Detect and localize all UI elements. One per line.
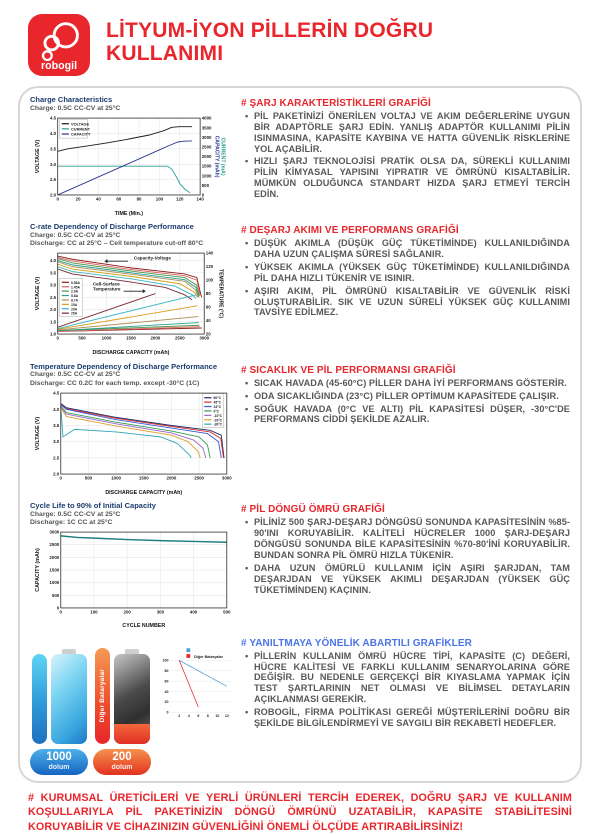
svg-text:8.7A: 8.7A [71, 298, 79, 303]
cycles-badge-200 [93, 749, 151, 775]
svg-text:6: 6 [197, 713, 200, 718]
svg-text:60: 60 [164, 679, 169, 684]
svg-text:3.5: 3.5 [53, 422, 60, 428]
bullet-item: • HIZLI ŞARJ TEKNOLOJİSİ PRATİK OLSA DA, SÜREKLİ KULLANIMI PİLİN KİMYASAL YAPISINI YIPRATIR VE ÖMRÜNÜ KISALTABİLİR. MÜMKÜN OLDUĞUNCA STANDART HIZDA ŞARJ ETMEYİ TERCİH EDİN. [254, 156, 570, 199]
section-heading: # PİL DÖNGÜ ÖMRÜ GRAFİĞİ [241, 504, 385, 516]
svg-text:500: 500 [223, 609, 231, 615]
svg-text:DISCHARGE CAPACITY (mAh): DISCHARGE CAPACITY (mAh) [92, 350, 170, 356]
svg-text:2000: 2000 [166, 475, 177, 481]
bullet-item: • DÜŞÜK AKIMLA (DÜŞÜK GÜÇ TÜKETİMİNDE) KULLANILDIĞINDA DAHA UZUN ÇALIŞMA SÜRESİ SAĞLANIR. [254, 238, 570, 260]
svg-text:2.0: 2.0 [50, 307, 57, 313]
svg-text:4.0: 4.0 [53, 406, 60, 412]
svg-text:DISCHARGE CAPACITY (mAh): DISCHARGE CAPACITY (mAh) [105, 489, 183, 496]
svg-text:25A: 25A [71, 311, 78, 316]
svg-text:CURRENT (mA): CURRENT (mA) [219, 137, 226, 176]
svg-text:500: 500 [78, 335, 86, 341]
battery-cap [62, 649, 76, 654]
full-battery-icon [51, 649, 87, 744]
chart-charge-characteristics [30, 96, 235, 221]
svg-text:CAPACITY (mAh): CAPACITY (mAh) [213, 135, 220, 178]
svg-text:4.0: 4.0 [50, 130, 57, 136]
svg-text:100: 100 [155, 196, 164, 202]
section-heading: # SICAKLIK VE PİL PERFORMANSI GRAFİĞİ [241, 364, 456, 376]
svg-text:10: 10 [215, 713, 220, 718]
svg-text:2000: 2000 [49, 555, 60, 561]
svg-text:2500: 2500 [174, 335, 185, 341]
section-dongu-omru [241, 502, 572, 633]
svg-text:140: 140 [205, 250, 214, 256]
svg-text:15A: 15A [71, 303, 78, 308]
row-cycle-life [30, 502, 572, 633]
svg-text:0: 0 [56, 196, 59, 202]
svg-text:40: 40 [164, 689, 169, 694]
svg-text:CURRENT: CURRENT [71, 126, 90, 132]
svg-text:4.0: 4.0 [50, 258, 57, 264]
cycles-value: 200 [112, 751, 132, 764]
bullet-item: • AŞIRI AKIM, PİL ÖMRÜNÜ KISALTABİLİR VE GÜVENLİK RİSKİ OLUŞTURABİLİR. SIK VE UZUN SÜRELİ YÜKSEK GÜÇ KULLANIMI TAVSİYE EDİLMEZ. [254, 286, 570, 319]
svg-text:2: 2 [178, 713, 181, 718]
svg-text:12: 12 [224, 713, 229, 718]
svg-text:2500: 2500 [49, 542, 60, 548]
cycles-value: 1000 [46, 751, 72, 764]
svg-text:2.0: 2.0 [53, 471, 60, 477]
svg-text:3.5: 3.5 [50, 146, 57, 152]
chart-subtitle: Charge: 0.5C CC-CV at 25°C [30, 510, 121, 518]
svg-text:2000: 2000 [201, 153, 212, 159]
chart-subtitle: Charge: 0.5C CC-CV at 25°C [30, 104, 121, 112]
row-temperature [30, 363, 572, 501]
other-battery-group [93, 646, 151, 775]
svg-text:80: 80 [205, 291, 211, 297]
bullet-item: • PİLİNİZ 500 ŞARJ-DEŞARJ DÖNGÜSÜ SONUNDA KAPASİTESİNİN %85-90'INI KORUYABİLİR. KALİTELİ HÜCRELER 1000 ŞARJ-DEŞARJ DÖNGÜSÜ SONUNDA BİLE KAPASİTESİNİN %70-80'İNİ KORUYABİLİR. BUNDAN SONRA PİL ÖMRÜ HIZLA TÜKENİR. [254, 517, 570, 560]
chart-cycle-comparison-plot [158, 647, 235, 727]
bullet-item: • YÜKSEK AKIMLA (YÜKSEK GÜÇ TÜKETİMİNDE) KULLANILDIĞINDA PİL DAHA HIZLI TÜKENİR VE ISINIR. [254, 262, 570, 284]
chart-title: C-rate Dependency of Discharge Performance [30, 222, 194, 232]
section-sarj-karakteristikleri [241, 96, 572, 221]
other-batteries-label: Diğer Bataryalar [98, 669, 106, 723]
battery-comparison-illustration [30, 636, 235, 775]
svg-text:100: 100 [162, 658, 169, 663]
robogil-logo-icon [28, 14, 90, 76]
svg-text:40: 40 [205, 318, 211, 324]
svg-text:300: 300 [156, 609, 165, 615]
svg-text:500: 500 [51, 593, 60, 599]
page-title-line2: KULLANIMI [106, 41, 224, 65]
svg-text:VOLTAGE (V): VOLTAGE (V) [35, 416, 42, 451]
svg-text:3.0: 3.0 [50, 161, 57, 167]
svg-text:3.0: 3.0 [50, 282, 57, 288]
svg-text:1500: 1500 [138, 475, 149, 481]
battery-cap [125, 649, 139, 654]
chart-title: Temperature Dependency of Discharge Performance [30, 361, 218, 371]
svg-text:Temperature: Temperature [92, 286, 121, 292]
chart-subtitle: Discharge: CC at 25°C – Cell temperature cut-off 80°C [30, 240, 204, 248]
svg-text:3000: 3000 [199, 335, 210, 341]
svg-text:0.58A: 0.58A [71, 281, 81, 286]
svg-text:1.0: 1.0 [50, 331, 57, 337]
svg-text:5.8A: 5.8A [71, 294, 79, 299]
chart-subtitle: Charge: 0.5C CC-CV at 25°C [30, 231, 121, 239]
svg-text:0: 0 [59, 609, 62, 615]
svg-text:3000: 3000 [49, 529, 60, 535]
robogil-battery-group [30, 646, 88, 775]
chart-subtitle: Discharge: CC 0.2C for each temp. except -30°C (1C) [30, 379, 200, 387]
chart-temperature-plot [30, 389, 235, 501]
svg-text:-30°C: -30°C [213, 422, 223, 427]
svg-text:200: 200 [123, 609, 131, 615]
svg-text:2.0: 2.0 [50, 192, 57, 198]
logo-text: robogil [40, 60, 78, 73]
chart-crate-plot [30, 249, 235, 361]
content-card [18, 86, 582, 783]
section-heading: # DEŞARJ AKIMI VE PERFORMANS GRAFİĞİ [241, 225, 459, 237]
svg-text:1.45A: 1.45A [71, 285, 81, 290]
svg-text:CYCLE NUMBER: CYCLE NUMBER [122, 623, 166, 629]
chart-cycle-life [30, 502, 235, 633]
svg-text:1.5: 1.5 [50, 319, 57, 325]
svg-text:23°C: 23°C [213, 404, 222, 409]
red-capsule-bar [95, 648, 110, 744]
cycles-badge-1000 [30, 749, 88, 775]
chart-cycle-plot [30, 528, 235, 633]
svg-text:2000: 2000 [150, 335, 161, 341]
row-battery-compare [30, 636, 572, 775]
svg-text:TIME (Min.): TIME (Min.) [114, 210, 144, 217]
svg-text:3000: 3000 [221, 475, 232, 481]
footer-note: # KURUMSAL ÜRETİCİLERİ VE YERLİ ÜRÜNLERİ TERCİH EDEREK, DOĞRU ŞARJ VE KULLANIM KOŞULLARIYLA PİL PAKETİNİZİN DÖNGÜ ÖMRÜNÜ UZATABİLİR, KAPASİTE STABİLİTESİNİ KORUYABİLİR VE CİHAZINIZIN GÜVENLİĞİNİ ÖNEMLİ ÖLÇÜDE ARTIRABİLİRSİNİZ! [28, 791, 572, 833]
svg-text:1500: 1500 [126, 335, 136, 341]
svg-text:-10°C: -10°C [213, 413, 223, 418]
svg-text:1000: 1000 [101, 335, 112, 341]
cycles-unit: dolum [48, 763, 70, 771]
bullet-item: • PİL PAKETİNİZİ ÖNERİLEN VOLTAJ VE AKIM DEĞERLERİNE UYGUN BİR ADAPTÖRLE ŞARJ EDİN. YANLIŞ ADAPTÖR KULLANIMI PİLİN ISINMASINA, KAPASİTE KAYBINA VE HATTA GÜVENLİK RİSKLERİNE YOL AÇABİLİR. [254, 111, 570, 154]
chart-crate-dependency [30, 223, 235, 361]
svg-text:2.5: 2.5 [50, 295, 57, 301]
blue-capsule-bar [32, 654, 47, 744]
svg-text:120: 120 [205, 264, 214, 270]
svg-text:80: 80 [164, 668, 169, 673]
chart-subtitle: Charge: 0.5C CC-CV at 25°C [30, 371, 121, 379]
row-crate [30, 223, 572, 361]
svg-text:2.5: 2.5 [50, 176, 57, 182]
svg-text:2.5: 2.5 [53, 455, 60, 461]
bullet-item: • SICAK HAVADA (45-60°C) PİLLER DAHA İYİ PERFORMANS GÖSTERİR. [254, 378, 570, 389]
section-heading: # YANILTMAYA YÖNELİK ABARTILI GRAFİKLER [241, 637, 472, 649]
svg-text:3.5: 3.5 [50, 270, 57, 276]
robogil-logo [28, 14, 90, 76]
svg-text:1500: 1500 [49, 567, 60, 573]
page-title [106, 20, 433, 65]
svg-text:1000: 1000 [201, 173, 212, 179]
svg-text:500: 500 [84, 475, 93, 481]
svg-text:VOLTAGE: VOLTAGE [71, 121, 90, 127]
svg-text:60: 60 [205, 304, 211, 310]
svg-text:TEMPERATURE (°C): TEMPERATURE (°C) [217, 269, 224, 319]
svg-text:400: 400 [189, 609, 198, 615]
svg-text:3.0: 3.0 [53, 438, 60, 444]
svg-text:60°C: 60°C [213, 395, 222, 400]
bullet-item: • SOĞUK HAVADA (0°C VE ALTI) PİL KAPASİTESİ DÜŞER, -30°C'DE PERFORMANS CİDDİ ŞEKİLDE AZALIR. [254, 404, 570, 426]
row-charge [30, 96, 572, 221]
chart-title: Charge Characteristics [30, 95, 113, 104]
chart-charge-plot [30, 114, 235, 222]
svg-text:2500: 2500 [194, 475, 205, 481]
svg-text:45°C: 45°C [213, 400, 222, 405]
header [0, 0, 600, 82]
svg-text:VOLTAGE (V): VOLTAGE (V) [35, 139, 42, 174]
svg-text:4: 4 [187, 713, 190, 718]
svg-text:120: 120 [176, 196, 184, 202]
svg-text:0: 0 [166, 710, 169, 715]
section-sicaklik-performans [241, 363, 572, 501]
svg-text:Capacity-Voltage: Capacity-Voltage [133, 255, 171, 261]
svg-text:100: 100 [205, 277, 214, 283]
bullet-item: • ROBOGİL, FİRMA POLİTİKASI GEREĞİ MÜŞTERİLERİNİ DOĞRU BİR ŞEKİLDE BİLGİLENDİRMEYİ VE SAYGILI BİR REKABETİ HEDEFLER. [254, 707, 570, 729]
svg-text:-20°C: -20°C [213, 418, 223, 423]
svg-text:0: 0 [56, 335, 59, 341]
svg-text:500: 500 [201, 182, 210, 188]
svg-text:VOLTAGE (V): VOLTAGE (V) [35, 277, 42, 311]
svg-text:3000: 3000 [201, 134, 212, 140]
chart-subtitle: Discharge: 1C CC at 25°C [30, 519, 113, 527]
svg-text:CAPACITY (mAh): CAPACITY (mAh) [35, 548, 42, 593]
battery-low-charge-fill [114, 724, 150, 744]
svg-text:8: 8 [206, 713, 209, 718]
svg-text:20: 20 [164, 699, 169, 704]
svg-text:1500: 1500 [201, 163, 212, 169]
svg-text:2.9A: 2.9A [71, 289, 79, 294]
chart-temperature-dependency [30, 363, 235, 501]
svg-text:60: 60 [116, 196, 122, 202]
svg-text:20A: 20A [71, 307, 78, 312]
svg-text:1000: 1000 [111, 475, 121, 481]
section-heading: # ŞARJ KARAKTERİSTİKLERİ GRAFİĞİ [241, 98, 431, 109]
svg-text:4.5: 4.5 [50, 115, 57, 121]
page-title-line1: LİTYUM-İYON PİLLERİN DOĞRU [106, 19, 434, 42]
svg-text:1000: 1000 [49, 580, 60, 586]
svg-text:40: 40 [95, 196, 101, 202]
chart-cycle-comparison [158, 646, 235, 727]
svg-text:140: 140 [196, 196, 204, 202]
svg-text:0: 0 [201, 192, 205, 198]
svg-text:20: 20 [205, 331, 211, 337]
svg-text:2500: 2500 [201, 144, 212, 150]
empty-battery-icon [114, 649, 150, 744]
svg-text:20: 20 [75, 196, 81, 202]
cycles-unit: dolum [111, 763, 133, 771]
svg-text:100: 100 [90, 609, 98, 615]
svg-text:Cell-Surface: Cell-Surface [92, 281, 120, 287]
svg-text:4.5: 4.5 [53, 390, 60, 396]
svg-text:0: 0 [59, 475, 62, 481]
svg-text:4000: 4000 [201, 115, 212, 121]
svg-text:0°C: 0°C [213, 409, 220, 414]
bullet-item: • DAHA UZUN ÖMÜRLÜ KULLANIM İÇİN AŞIRI ŞARJDAN, TAM DEŞARJDAN VE YÜKSEK AKIMLI DEŞARJDAN (YÜKSEK GÜÇ TÜKETİMİNDEN) KAÇININ. [254, 563, 570, 596]
svg-text:80: 80 [136, 196, 142, 202]
svg-text:3500: 3500 [201, 125, 212, 131]
bullet-item: • ODA SICAKLIĞINDA (23°C) PİLLER OPTİMUM KAPASİTEDE ÇALIŞIR. [254, 391, 570, 402]
svg-text:CAPACITY: CAPACITY [71, 131, 91, 137]
bullet-item: • PİLLERİN KULLANIM ÖMRÜ HÜCRE TİPİ, KAPASİTE (C) DEĞERİ, HÜCRE KALİTESİ VE FARKLI KULLANIM SENARYOLARINA GÖRE DEĞİŞİR. BU NEDENLE GERÇEKÇİ BİR KIYASLAMA YAPMAK İÇİN TEST ŞARTLARININ NET OLMASI VE BİLİMSEL DETAYLARIN AÇIKLANMASI GEREKİR. [254, 651, 570, 705]
svg-text:Diğer Bataryalar: Diğer Bataryalar [193, 654, 223, 659]
section-desarj-akimi [241, 223, 572, 361]
chart-title: Cycle Life to 90% of Initial Capacity [30, 501, 156, 511]
svg-text:0: 0 [56, 605, 60, 611]
section-abartili-grafikler [241, 636, 572, 775]
